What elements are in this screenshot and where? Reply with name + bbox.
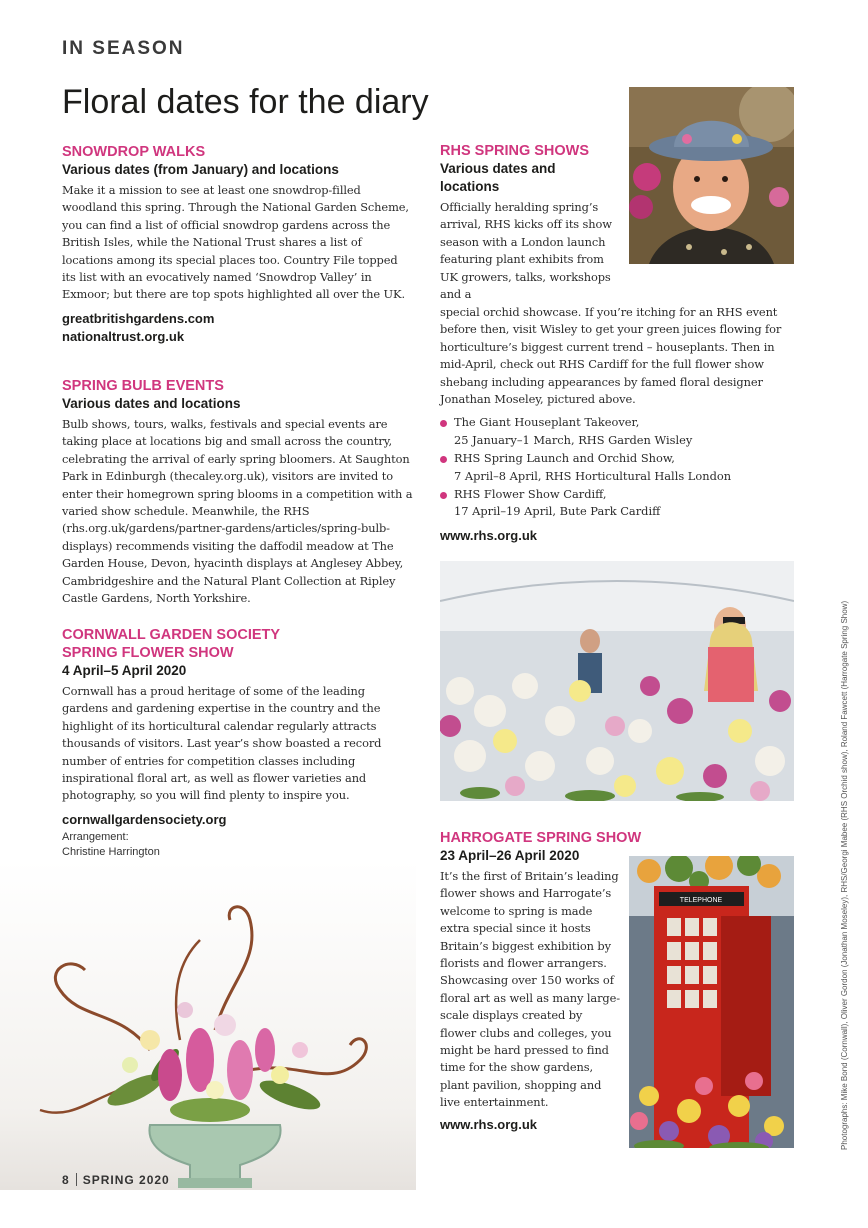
phone-box-photo xyxy=(629,856,794,1148)
link-rhs-harrogate[interactable]: www.rhs.org.uk xyxy=(440,1116,538,1132)
snowdrop-article xyxy=(62,143,414,346)
rhs-event-detail: 7 April–8 April, RHS Horticultural Halls London xyxy=(454,468,732,483)
floral-arrangement-image xyxy=(0,860,416,1190)
rhs-event-item xyxy=(440,486,796,521)
jonathan-moseley-photo xyxy=(629,87,794,264)
rhs-subtitle-line1: Various dates and xyxy=(440,161,556,176)
caption-line2: Christine Harrington xyxy=(62,846,160,858)
cornwall-title-line2: SPRING FLOWER SHOW xyxy=(62,645,234,661)
rhs-body-wide: special orchid showcase. If you’re itching for an RHS event before then, visit Wisley to get your green juices flowing for horticulture’s biggest current trend – houseplants. Then in mid-April, check out RHS Cardiff for the full flower show shebang including appearances by famed floral designer Jonathan Moseley, pictured above. xyxy=(440,305,782,407)
bulb-title: SPRING BULB EVENTS xyxy=(62,378,224,394)
rhs-event-detail: 25 January–1 March, RHS Garden Wisley xyxy=(454,432,693,447)
rhs-subtitle-line2: locations xyxy=(440,179,500,194)
rhs-event-detail: 17 April–19 April, Bute Park Cardiff xyxy=(454,504,661,519)
harrogate-subtitle: 23 April–26 April 2020 xyxy=(440,848,580,863)
page-number: 8 xyxy=(62,1173,70,1187)
cornwall-subtitle: 4 April–5 April 2020 xyxy=(62,663,187,678)
page-title: Floral dates for the diary xyxy=(62,83,429,121)
bulb-article xyxy=(62,377,414,607)
harrogate-article xyxy=(440,829,642,1134)
orchid-show-photo xyxy=(440,561,794,801)
rhs-event-item xyxy=(440,414,796,449)
page-footer xyxy=(62,1173,170,1187)
bulb-body: Bulb shows, tours, walks, festivals and special events are taking place at locations big and small across the country, celebrating the arrival of early spring bloomers. At Saughton Park in Edinburgh (thecaley.org.uk), visitors are invited to enter their homegrown spring blooms in a competition with a varied show schedule. Meanwhile, the RHS (rhs.org.uk/gardens/partner-gardens/articles/spring-bulb-displays) recommends visiting the daffodil meadow at The Garden House, Devon, hyacinth displays at Anglesey Abbey, Cambridgeshire and the Natural Plant Collection at Ripley Castle Gardens, North Yorkshire. xyxy=(62,417,413,606)
rhs-event-name: RHS Flower Show Cardiff, xyxy=(454,487,607,502)
snowdrop-body: Make it a mission to see at least one snowdrop-filled woodland this spring. Through the National Garden Scheme, you can find a list of official snowdrop gardens across the British Isles, while the National Trust shares a list of locations among its special places too. Country File topped its list with an evocatively named ‘Snowdrop Valley’ in Exmoor; but there are top spots highlighted all over the UK. xyxy=(62,183,409,302)
cornwall-title-line1: CORNWALL GARDEN SOCIETY xyxy=(62,627,281,643)
link-greatbritishgardens[interactable]: greatbritishgardens.com xyxy=(62,310,215,326)
rhs-title: RHS SPRING SHOWS xyxy=(440,143,590,159)
footer-divider xyxy=(76,1173,77,1186)
harrogate-title: HARROGATE SPRING SHOW xyxy=(440,830,642,846)
rhs-body-narrow: Officially heralding spring’s arrival, RHS kicks off its show season with a London launch featuring plant exhibits from UK growers, talks, workshops and a xyxy=(440,200,612,302)
link-rhs[interactable]: www.rhs.org.uk xyxy=(440,527,538,543)
bulb-subtitle: Various dates and locations xyxy=(62,396,241,411)
harrogate-body: It’s the first of Britain’s leading flower shows and Harrogate’s welcome to spring is made extra special since it hosts Britain’s biggest exhibition by florists and flower arrangers. Showcasing over 150 works of floral art as well as many large-scale displays created by flower clubs and colleges, you might be hard pressed to find time for the show gardens, plant pavilion, shopping and live entertainment. xyxy=(440,869,621,1110)
bullet-dot-icon xyxy=(440,420,447,427)
rhs-event-item xyxy=(440,450,796,485)
cornwall-article xyxy=(62,626,414,829)
issue-label: SPRING 2020 xyxy=(82,1173,170,1187)
arrangement-caption xyxy=(62,830,160,860)
rhs-article-head xyxy=(440,142,620,303)
rhs-events-list xyxy=(440,414,796,520)
phone-box-sign: TELEPHONE xyxy=(679,897,723,904)
link-cornwallgardensociety[interactable]: cornwallgardensociety.org xyxy=(62,811,227,827)
rhs-event-name: The Giant Houseplant Takeover, xyxy=(454,415,640,430)
bullet-dot-icon xyxy=(440,456,447,463)
snowdrop-subtitle: Various dates (from January) and locations xyxy=(62,162,339,177)
rhs-event-name: RHS Spring Launch and Orchid Show, xyxy=(454,451,675,466)
snowdrop-title: SNOWDROP WALKS xyxy=(62,144,206,160)
rhs-article-continued xyxy=(440,304,796,545)
caption-line1: Arrangement: xyxy=(62,831,129,843)
bullet-dot-icon xyxy=(440,492,447,499)
link-nationaltrust[interactable]: nationaltrust.org.uk xyxy=(62,328,185,344)
section-label: IN SEASON xyxy=(62,38,185,59)
photo-credit: Photographs: Mike Bond (Cornwall), Oliver Gordon (Jonathan Moseley), RHS/Georgi Mabee (RHS Orchid show), Roland Fawcett (Harrogate Spring Show) xyxy=(840,600,849,1150)
cornwall-body: Cornwall has a proud heritage of some of the leading gardens and gardening expertise in the country and the highlight of its horticultural calendar regularly attracts thousands of visitors. Last year’s show boasted a record number of entries for competition classes including inspirational floral art, as well as flower varieties and photography, so you will find plenty to inspire you. xyxy=(62,684,382,803)
